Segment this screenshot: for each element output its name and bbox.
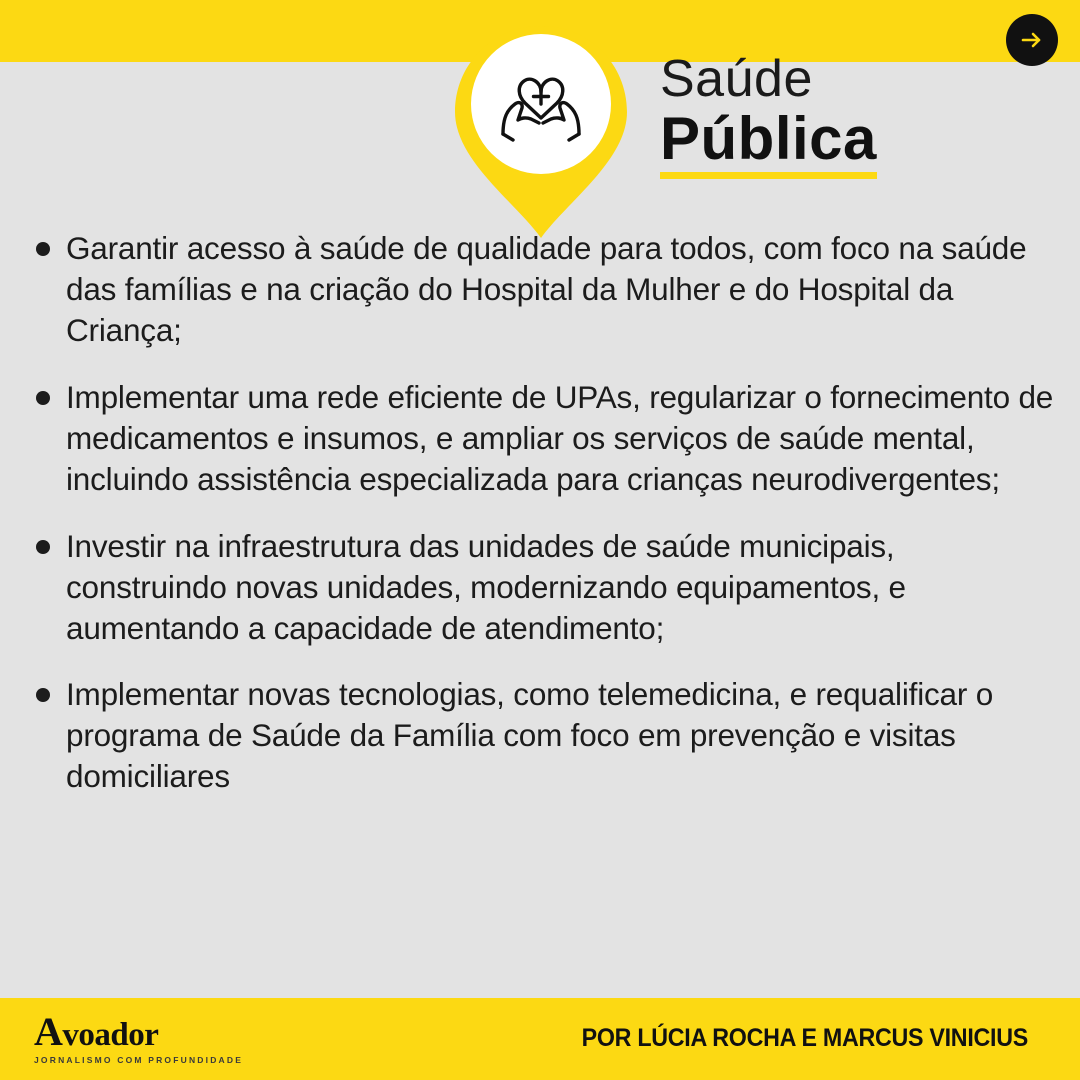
bullet-dot-icon xyxy=(36,242,50,256)
bullet-dot-icon xyxy=(36,540,50,554)
list-item-text: Garantir acesso à saúde de qualidade para todos, com foco na saúde das famílias e na criação do Hospital da Mulher e do Hospital da Criança; xyxy=(66,230,1027,348)
bullet-list xyxy=(22,228,1058,823)
list-item-text: Investir na infraestrutura das unidades de saúde municipais, construindo novas unidades, modernizando equipamentos, e aumentando a capacidade de atendimento; xyxy=(66,527,906,646)
author-credits: POR LÚCIA ROCHA E MARCUS VINICIUS xyxy=(581,1024,1028,1052)
brand-tagline: JORNALISMO COM PROFUNDIDADE xyxy=(34,1055,244,1065)
brand-word: voador xyxy=(62,1017,159,1053)
title-line-2: Pública xyxy=(660,107,877,179)
badge-circle xyxy=(477,40,605,168)
brand-initial: A xyxy=(34,1009,63,1054)
health-badge xyxy=(455,26,627,238)
bullet-dot-icon xyxy=(36,688,50,702)
list-item xyxy=(22,377,1058,500)
title-line-1: Saúde xyxy=(660,50,813,108)
bullet-dot-icon xyxy=(36,391,50,405)
list-item xyxy=(22,228,1058,351)
list-item xyxy=(22,674,1058,797)
page-title xyxy=(660,52,1020,179)
brand-logo xyxy=(34,1009,244,1065)
list-item xyxy=(22,526,1058,649)
footer-bar xyxy=(0,998,1080,1080)
list-item-text: Implementar uma rede eficiente de UPAs, regularizar o fornecimento de medicamentos e insumos, e ampliar os serviços de saúde mental, incluindo assistência especializada para crianças neurodivergentes; xyxy=(66,378,1054,497)
heart-in-hands-icon xyxy=(493,62,589,147)
arrow-right-icon xyxy=(1018,26,1046,54)
brand-name xyxy=(34,1009,243,1054)
list-item-text: Implementar novas tecnologias, como telemedicina, e requalificar o programa de Saúde da Família com foco em prevenção e visitas domiciliares xyxy=(66,676,994,795)
